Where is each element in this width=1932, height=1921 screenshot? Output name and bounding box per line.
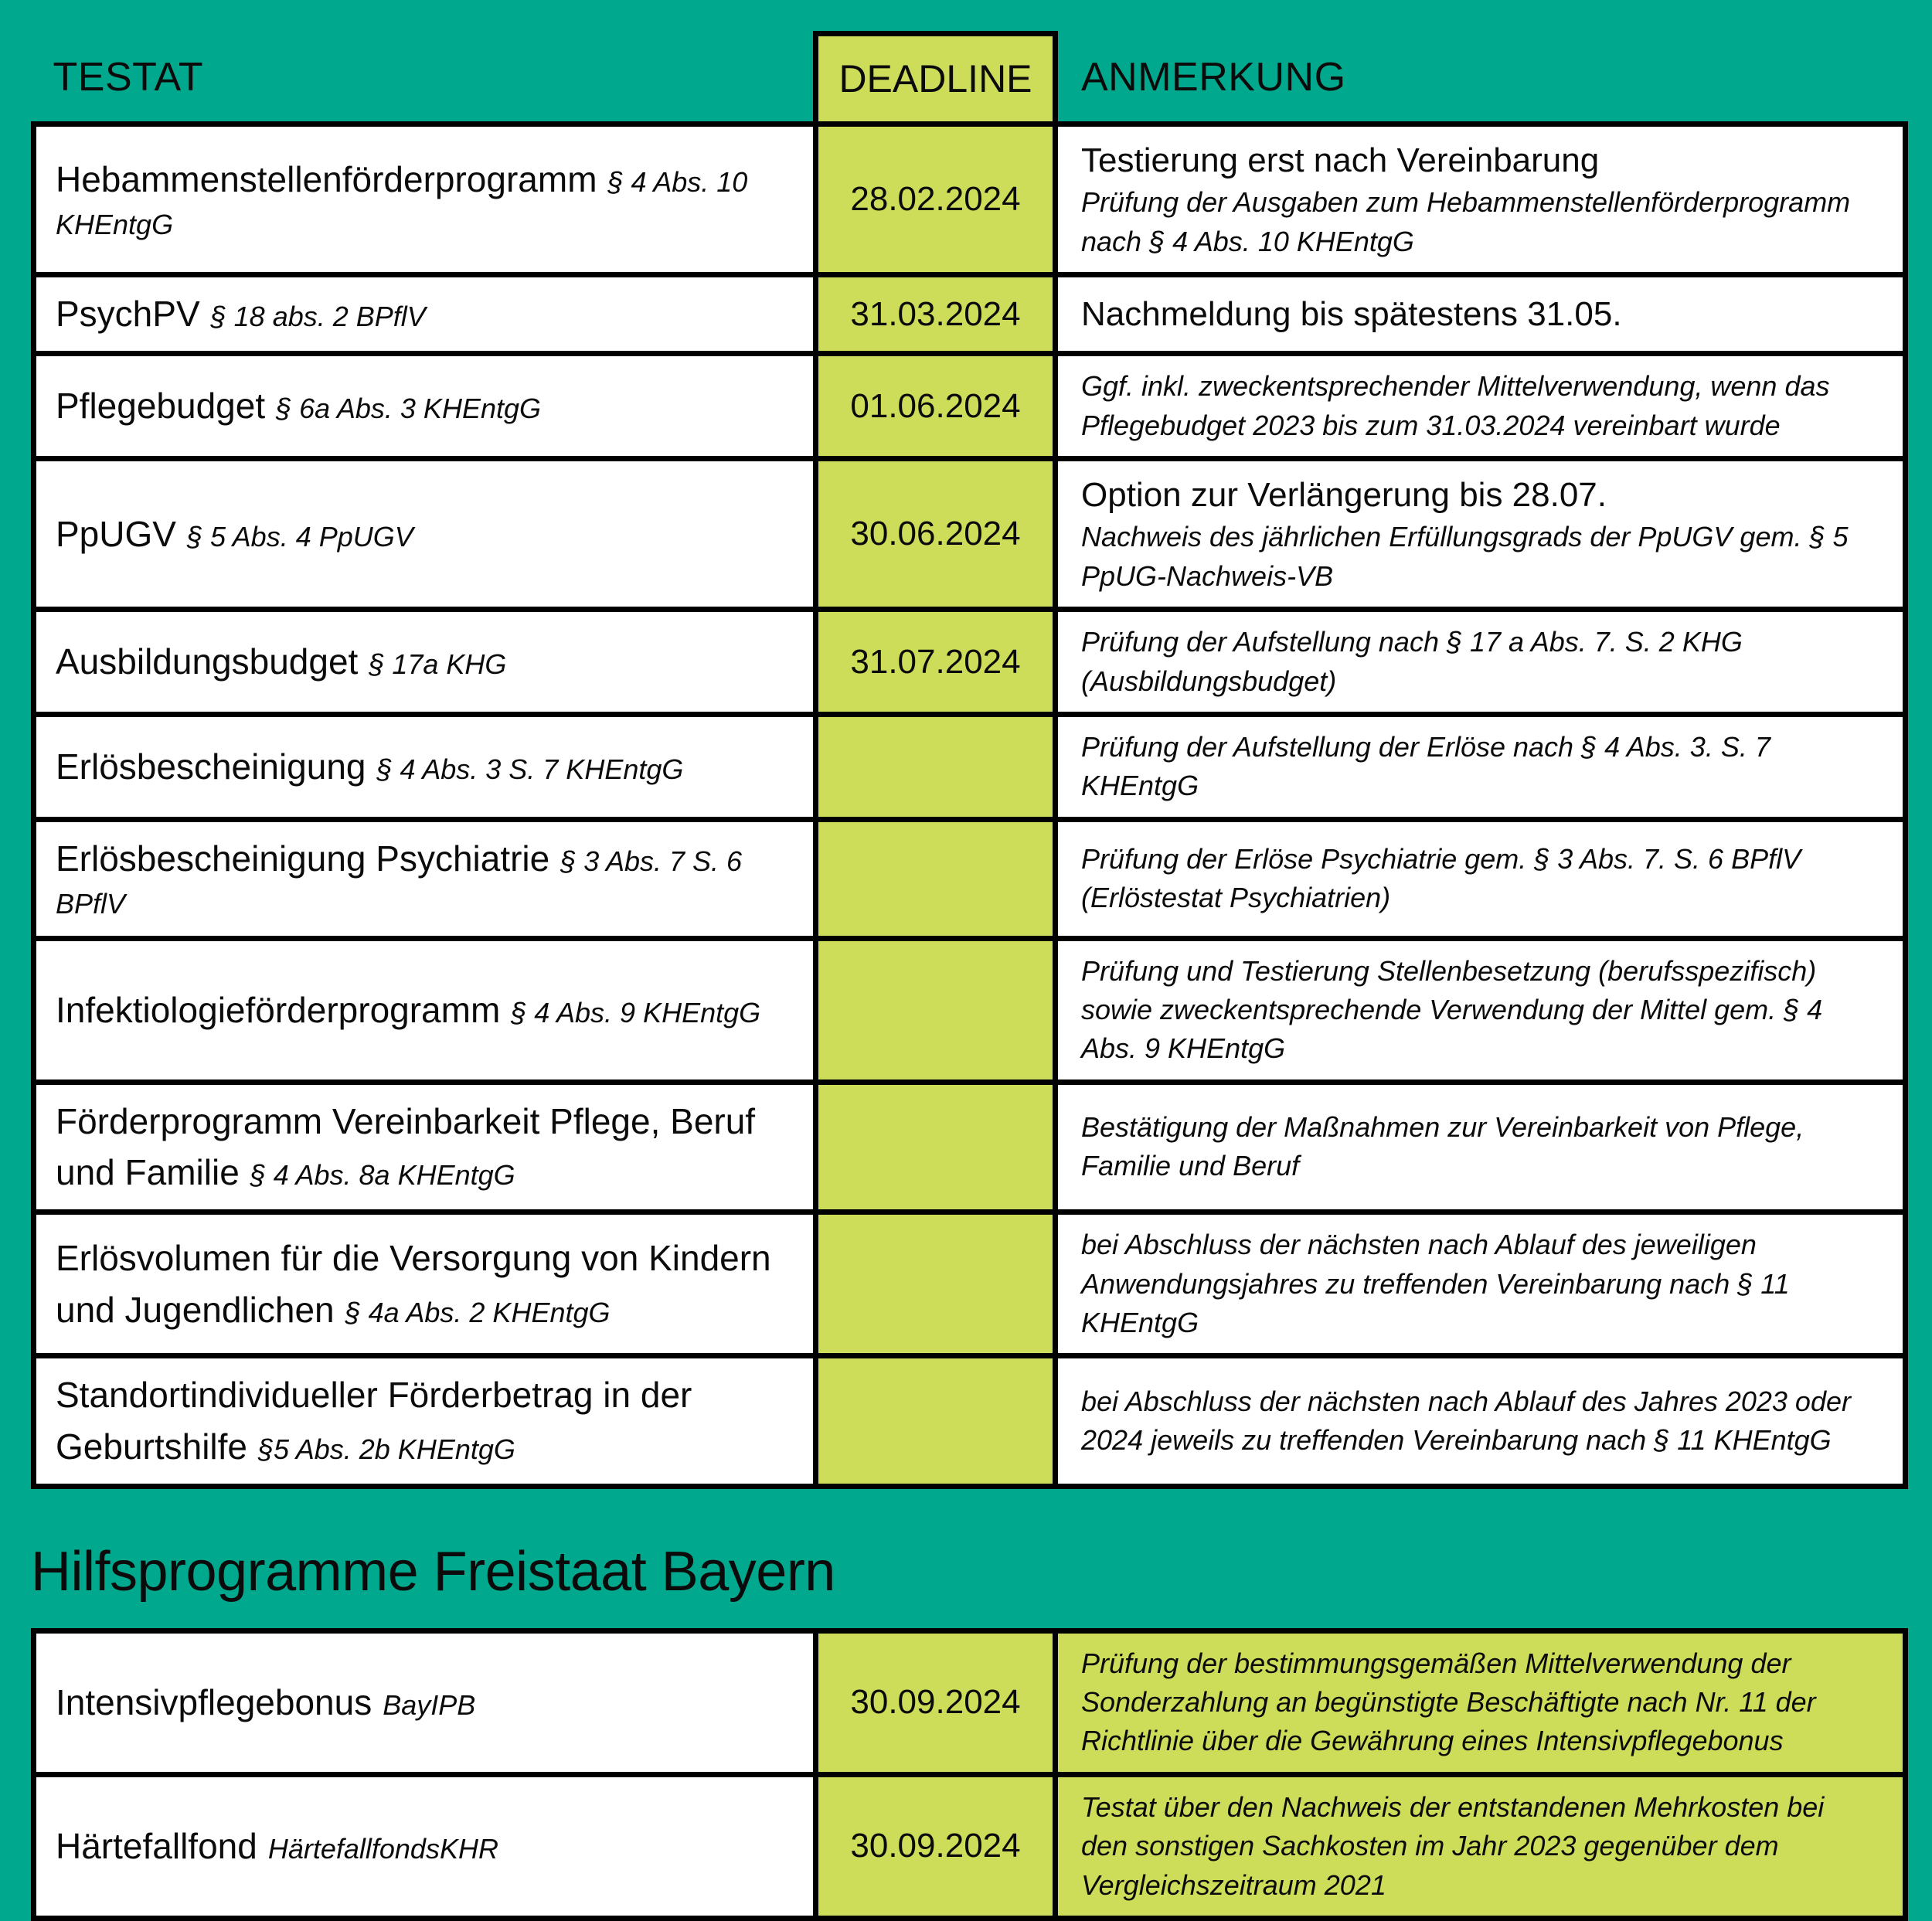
table-row — [34, 819, 1906, 938]
testat-label: Erlösvolumen für die Versorgung von Kindern und Jugendlichen — [56, 1238, 771, 1330]
anmerkung-cell — [1056, 124, 1906, 275]
testat-label: Ausbildungsbudget — [56, 641, 359, 682]
anmerkung-cell — [1056, 1212, 1906, 1356]
testat-cell — [34, 1212, 816, 1356]
table-row — [34, 714, 1906, 819]
anmerkung-cell — [1056, 1356, 1906, 1486]
hilfsprogramme-table — [31, 1628, 1908, 1921]
header-row — [34, 34, 1906, 124]
anmerkung-note: bei Abschluss der nächsten nach Ablauf des Jahres 2023 oder 2024 jeweils zu treffenden Vereinbarung nach § 11 KHEntgG — [1081, 1385, 1851, 1456]
anmerkung-cell — [1056, 1082, 1906, 1212]
testat-law-ref: § 4 Abs. 10 KHEntgG — [56, 165, 748, 241]
testat-cell — [34, 1630, 816, 1774]
testat-law-ref: § 3 Abs. 7 S. 6 BPflV — [56, 845, 743, 920]
anmerkung-note: Nachweis des jährlichen Erfüllungsgrads der PpUGV gem. § 5 PpUG-Nachweis-VB — [1081, 521, 1849, 592]
testat-law-ref: § 17a KHG — [369, 648, 507, 681]
deadline-cell — [816, 1212, 1056, 1356]
anmerkung-cell — [1056, 938, 1906, 1082]
column-header-testat: TESTAT — [53, 55, 204, 100]
testat-cell — [34, 714, 816, 819]
testat-cell — [34, 610, 816, 715]
testat-cell — [34, 1082, 816, 1212]
deadline-cell: 30.09.2024 — [816, 1774, 1056, 1918]
testat-cell — [34, 819, 816, 938]
deadline-cell — [816, 1082, 1056, 1212]
anmerkung-note: Prüfung und Testierung Stellenbesetzung (berufsspezifisch) sowie zweckentsprechende Verwendung der Mittel gem. § 4 Abs. 9 KHEntgG — [1081, 954, 1823, 1065]
anmerkung-cell — [1056, 354, 1906, 459]
anmerkung-main: Nachmeldung bis spätestens 31.05. — [1081, 294, 1622, 333]
testat-cell — [34, 275, 816, 354]
table-row — [34, 1630, 1906, 1774]
testat-law-ref: §5 Abs. 2b KHEntgG — [258, 1433, 515, 1465]
table-row — [34, 458, 1906, 609]
deadline-cell — [816, 938, 1056, 1082]
anmerkung-note: Prüfung der Aufstellung nach § 17 a Abs. 7. S. 2 KHG (Ausbildungsbudget) — [1081, 626, 1743, 697]
table-row — [34, 124, 1906, 275]
testat-cell — [34, 354, 816, 459]
table-row — [34, 1356, 1906, 1486]
testat-cell — [34, 1356, 816, 1486]
anmerkung-note: Bestätigung der Maßnahmen zur Vereinbarkeit von Pflege, Familie und Beruf — [1081, 1111, 1804, 1182]
testat-label: Pflegebudget — [56, 386, 266, 427]
testat-cell — [34, 938, 816, 1082]
testat-law-ref: § 4 Abs. 9 KHEntgG — [511, 996, 761, 1028]
testat-label: Infektiologieförderprogramm — [56, 989, 501, 1030]
anmerkung-main: Option zur Verlängerung bis 28.07. — [1081, 475, 1607, 514]
testat-law-ref: § 4a Abs. 2 KHEntgG — [345, 1296, 611, 1328]
testat-law-ref: § 18 abs. 2 BPflV — [210, 301, 426, 333]
table-row — [34, 1082, 1906, 1212]
anmerkung-note: Prüfung der Aufstellung der Erlöse nach § 4 Abs. 3. S. 7 KHEntgG — [1081, 730, 1770, 802]
anmerkung-cell — [1056, 610, 1906, 715]
anmerkung-cell — [1056, 714, 1906, 819]
testat-deadline-table — [31, 31, 1908, 1489]
deadline-cell — [816, 1356, 1056, 1486]
anmerkung-main: Testierung erst nach Vereinbarung — [1081, 141, 1600, 179]
testat-cell — [34, 1774, 816, 1918]
testat-cell — [34, 124, 816, 275]
testat-label: Hebammenstellenförderprogramm — [56, 158, 597, 199]
testat-cell — [34, 458, 816, 609]
anmerkung-cell — [1056, 1774, 1906, 1918]
deadline-cell — [816, 819, 1056, 938]
table-row — [34, 354, 1906, 459]
testat-label: Intensivpflegebonus — [56, 1681, 372, 1722]
table-row — [34, 938, 1906, 1082]
testat-law-ref: § 6a Abs. 3 KHEntgG — [276, 393, 542, 425]
testat-label: PsychPV — [56, 294, 200, 335]
anmerkung-note: Prüfung der bestimmungsgemäßen Mittelverwendung der Sonderzahlung an begünstigte Beschäftigte nach Nr. 11 der Richtlinie über die Gewährung eines Intensivpflegebonus — [1081, 1647, 1816, 1757]
deadline-cell: 28.02.2024 — [816, 124, 1056, 275]
testat-law-ref: § 4 Abs. 3 S. 7 KHEntgG — [376, 753, 684, 785]
testat-law-ref: § 4 Abs. 8a KHEntgG — [250, 1159, 515, 1192]
testat-law-ref: § 5 Abs. 4 PpUGV — [186, 520, 413, 552]
column-header-deadline: DEADLINE — [816, 34, 1056, 124]
deadline-cell: 30.06.2024 — [816, 458, 1056, 609]
anmerkung-note: Ggf. inkl. zweckentsprechender Mittelverwendung, wenn das Pflegebudget 2023 bis zum 31.03.2024 vereinbart wurde — [1081, 370, 1830, 441]
testat-label: Erlösbescheinigung — [56, 746, 366, 787]
anmerkung-cell — [1056, 458, 1906, 609]
anmerkung-cell — [1056, 1630, 1906, 1774]
deadline-cell: 31.07.2024 — [816, 610, 1056, 715]
anmerkung-note: Prüfung der Erlöse Psychiatrie gem. § 3 Abs. 7. S. 6 BPflV (Erlöstestat Psychiatrien) — [1081, 842, 1801, 914]
testat-label: Erlösbescheinigung Psychiatrie — [56, 838, 550, 879]
testat-label: Standortindividueller Förderbetrag in der Geburtshilfe — [56, 1375, 692, 1467]
deadline-cell — [816, 714, 1056, 819]
testat-label: Härtefallfond — [56, 1826, 257, 1867]
anmerkung-note: bei Abschluss der nächsten nach Ablauf des jeweiligen Anwendungsjahres zu treffenden Vereinbarung nach § 11 KHEntgG — [1081, 1229, 1790, 1338]
anmerkung-note: Testat über den Nachweis der entstandenen Mehrkosten bei den sonstigen Sachkosten im Jahr 2023 gegenüber dem Vergleichszeitraum 2021 — [1081, 1790, 1825, 1901]
table-row — [34, 610, 1906, 715]
deadline-cell: 30.09.2024 — [816, 1630, 1056, 1774]
testat-law-ref: BayIPB — [383, 1688, 476, 1721]
anmerkung-note: Prüfung der Ausgaben zum Hebammenstellenförderprogramm nach § 4 Abs. 10 KHEntgG — [1081, 186, 1851, 257]
column-header-anmerkung: ANMERKUNG — [1081, 55, 1346, 100]
deadline-cell: 31.03.2024 — [816, 275, 1056, 354]
deadline-cell: 01.06.2024 — [816, 354, 1056, 459]
testat-label: Förderprogramm Vereinbarkeit Pflege, Beruf und Familie — [56, 1100, 756, 1193]
testat-label: PpUGV — [56, 513, 176, 554]
testat-law-ref: HärtefallfondsKHR — [267, 1833, 498, 1865]
anmerkung-cell — [1056, 819, 1906, 938]
anmerkung-cell — [1056, 275, 1906, 354]
table-row — [34, 1774, 1906, 1918]
section-title-hilfsprogramme: Hilfsprogramme Freistaat Bayern — [31, 1540, 835, 1603]
table-row — [34, 1212, 1906, 1356]
table-row — [34, 275, 1906, 354]
